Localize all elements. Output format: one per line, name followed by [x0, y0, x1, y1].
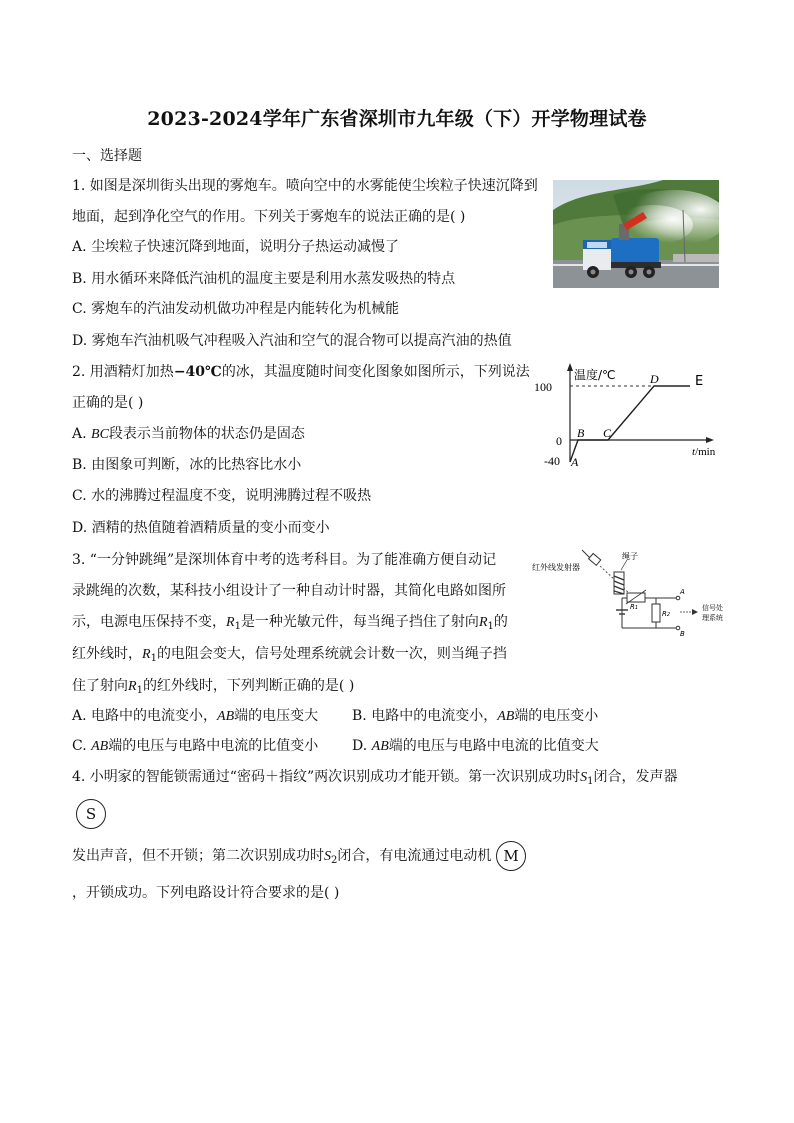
r1-label: [630, 603, 638, 611]
q4-l2-a: 发出声音，但不开锁；第二次识别成功时: [72, 848, 324, 864]
rope-label: 绳子: [622, 552, 638, 561]
x-axis-arrow: [706, 437, 714, 443]
r1-resistor: [627, 593, 645, 602]
q3-d-pre: D.: [352, 738, 372, 754]
q2-line2: 正确的是( ): [72, 395, 144, 411]
q1-option-c: C. 雾炮车的汽油发动机做功冲程是内能转化为机械能: [72, 301, 400, 317]
q3-l4-b: 的电阻会变大，信号处理系统就会计数一次，则当绳子挡: [156, 646, 507, 662]
q3-line2: 录跳绳的次数，某科技小组设计了一种自动计时器，其简化电路如图所: [72, 583, 506, 599]
q3-l5-b: 的红外线时，下列判断正确的是( ): [142, 678, 355, 694]
q2-option-b: B. 由图象可判断，冰的比热容比水小: [72, 457, 302, 473]
signal-label-1: 信号处: [702, 604, 723, 612]
q2-temperature: −40℃: [173, 364, 222, 380]
q1-line1: 1. 如图是深圳街头出现的雾炮车。喷向空中的水雾能使尘埃粒子快速沉降到: [72, 178, 538, 194]
q3-a-pre: A. 电路中的电流变小，: [72, 708, 218, 724]
y-axis-arrow: [567, 363, 573, 371]
q3-r: R: [478, 615, 488, 630]
q3-option-a: [72, 707, 318, 726]
q1-option-b: B. 用水循环来降低汽油机的温度主要是利用水蒸发吸热的特点: [72, 271, 456, 287]
q2-a-post: 段表示当前物体的状态仍是固态: [108, 426, 305, 442]
r1-r: R: [630, 603, 635, 611]
q2-text-a: 2. 用酒精灯加热: [72, 364, 174, 380]
q4-l1-b: 闭合，发声器: [593, 769, 678, 785]
x-label-unit: /min: [695, 446, 716, 458]
q2-option-d: D. 酒精的热值随着酒精质量的变小而变小: [72, 520, 330, 536]
q3-a-post: 端的电压变大: [234, 708, 319, 724]
q3-r: R: [142, 647, 151, 662]
q3-ab: AB: [217, 709, 235, 724]
q3-line5: [72, 677, 354, 700]
point-c-label: C: [603, 426, 612, 440]
q3-line1: 3. “一分钟跳绳”是深圳体育中考的选考科目。为了能准确方便自动记: [72, 552, 497, 568]
r2-label: [662, 610, 670, 618]
q3-b-post: 端的电压变小: [514, 708, 599, 724]
q3-option-c: [72, 737, 318, 756]
temperature-curve: [570, 386, 690, 462]
fog-cannon-truck-photo: [553, 180, 719, 288]
q2-line1: [72, 363, 530, 381]
sounder-symbol: S: [76, 799, 106, 829]
q2-option-c: C. 水的沸腾过程温度不变，说明沸腾过程不吸热: [72, 488, 372, 504]
q3-option-d: [352, 737, 599, 756]
tick-0: 0: [556, 434, 562, 448]
q4-line1: [72, 768, 678, 791]
jump-rope-circuit-diagram: [530, 548, 730, 640]
q1-option-a: A. 尘埃粒子快速沉降到地面，说明分子热运动减慢了: [72, 239, 400, 255]
emitter-label: 红外线发射器: [532, 563, 580, 572]
q3-r-sub: 1: [150, 653, 157, 664]
q3-l3-b: 是一种光敏元件，每当绳子挡住了射向: [240, 614, 479, 630]
q3-ab: AB: [91, 739, 109, 754]
point-d-label: D: [650, 372, 659, 386]
q2-text-b: 的冰，其温度随时间变化图象如图所示，下列说法: [221, 364, 530, 380]
q4-line3: ，开锁成功。下列电路设计符合要求的是( ): [72, 885, 340, 901]
q3-r: R: [128, 679, 137, 694]
q3-r-sub: 1: [136, 685, 143, 696]
q3-l4-a: 红外线时，: [72, 646, 142, 662]
page-title: 2023-2024学年广东省深圳市九年级（下）开学物理试卷: [147, 108, 647, 130]
point-a-label: A: [571, 455, 579, 469]
q3-b-pre: B. 电路中的电流变小，: [352, 708, 498, 724]
tick-neg40: -40: [544, 454, 560, 468]
q4-l1-a: 4. 小明家的智能锁需通过“密码＋指纹”两次识别成功才能开锁。第一次识别成功时: [72, 769, 581, 785]
q3-l3-a: 示，电源电压保持不变，: [72, 614, 226, 630]
signal-label-2: 理系统: [702, 614, 723, 622]
q3-option-b: [352, 707, 598, 726]
q1-line2: 地面，起到净化空气的作用。下列关于雾炮车的说法正确的是( ): [72, 209, 466, 225]
tick-100: 100: [534, 380, 552, 394]
q3-line4: [72, 645, 507, 668]
section-heading: 一、选择题: [72, 148, 142, 164]
q3-r: R: [226, 615, 235, 630]
r2-resistor: [652, 604, 660, 622]
terminal-b: B: [680, 630, 685, 638]
q4-s: S: [324, 849, 331, 864]
q2-a-var: BC: [91, 427, 109, 442]
q3-d-post: 端的电压与电路中电流的比值变大: [388, 738, 599, 754]
q2-option-a: [72, 425, 305, 444]
q3-c-post: 端的电压与电路中电流的比值变小: [108, 738, 319, 754]
y-axis-label: 温度/℃: [574, 368, 616, 382]
point-b-label: B: [577, 426, 585, 440]
temperature-time-graph: [530, 362, 725, 472]
q3-line3: [72, 613, 508, 636]
q4-s-sub: 2: [331, 855, 338, 866]
x-label-var: t: [692, 446, 696, 458]
q3-c-pre: C.: [72, 738, 92, 754]
r2-sub: 2: [666, 612, 671, 618]
q3-ab: AB: [497, 709, 515, 724]
q2-a-prefix: A.: [72, 426, 92, 442]
point-e-label: E: [695, 374, 704, 389]
q3-l5-a: 住了射向: [72, 678, 128, 694]
q3-r-sub: 1: [234, 621, 241, 632]
q4-l2-b: 闭合，有电流通过电动机: [337, 848, 492, 864]
q3-l3-c: 的: [493, 614, 508, 630]
q3-r-sub: 1: [487, 621, 494, 632]
signal-arrow-icon: [692, 609, 698, 615]
motor-symbol: M: [496, 841, 526, 871]
ir-emitter-icon: [589, 553, 601, 565]
q4-line2: [72, 847, 491, 870]
terminal-a: A: [680, 588, 685, 596]
q4-s-sub: 1: [587, 776, 594, 787]
x-axis-label: [692, 446, 716, 458]
q3-ab: AB: [371, 739, 389, 754]
q1-option-d: D. 雾炮车汽油机吸气冲程吸入汽油和空气的混合物可以提高汽油的热值: [72, 333, 512, 349]
r2-r: R: [662, 610, 667, 618]
q4-s: S: [580, 770, 588, 785]
r1-sub: 1: [634, 605, 639, 611]
